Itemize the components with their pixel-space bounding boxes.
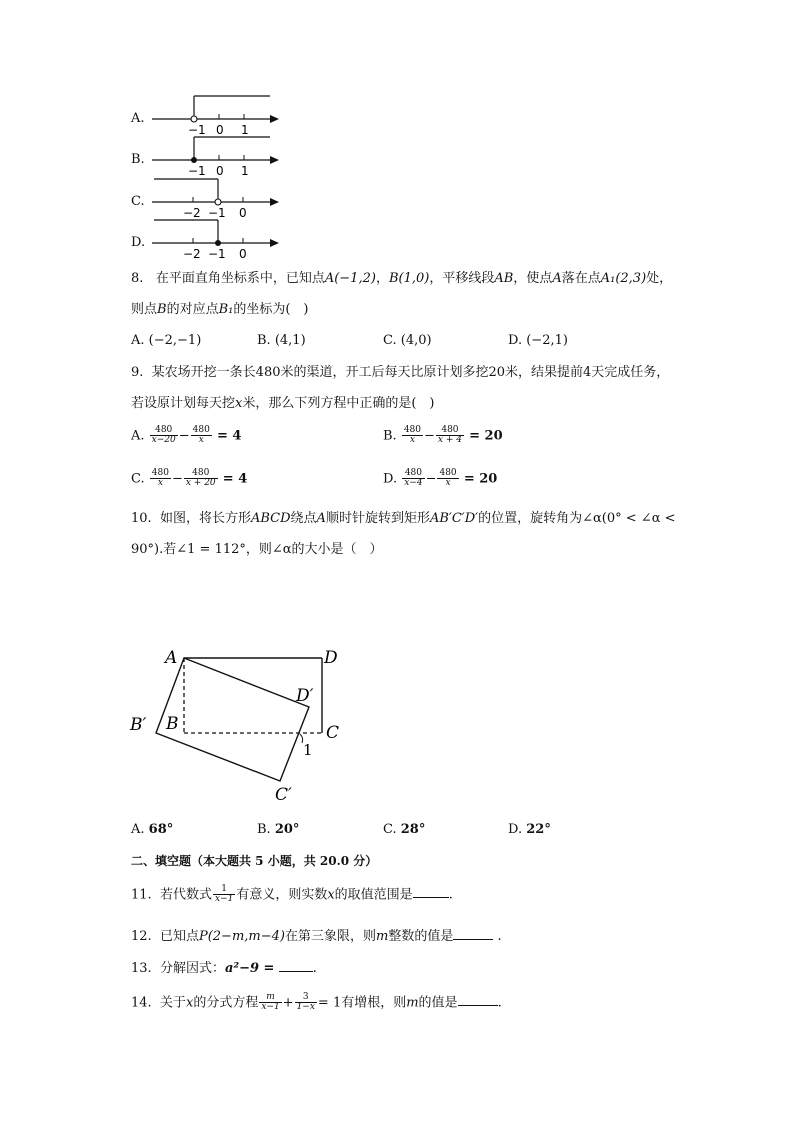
q10-option-c[interactable]: C. 28° — [383, 822, 426, 837]
section-2-title: 二、填空题（本大题共 5 小题，共 20.0 分） — [131, 854, 378, 868]
q10-line-2: 90°).若∠1 = 112°，则∠α的大小是（ ） — [131, 542, 383, 557]
question-11: 11. 若代数式 $\frac{1}{x-1}$ 有意义，则实数x的取值范围是 . — [131, 884, 453, 905]
tick-label: 0 — [216, 164, 224, 178]
label-d-prime: D′ — [296, 686, 314, 706]
answer-blank[interactable] — [279, 959, 313, 972]
question-12: 12. 已知点P(2−m,m−4)在第三象限，则m整数的值是 . — [131, 929, 502, 944]
tick-label: −1 — [188, 123, 206, 137]
q10-option-a[interactable]: A. 68° — [131, 822, 174, 837]
number-line-a — [150, 92, 285, 138]
option-label: D. — [131, 235, 146, 250]
q10-line-1: 10. 如图，将长方形ABCD绕点A顺时针旋转到矩形AB′C′D′的位置，旋转角为∠α(0° < ∠α < — [131, 511, 676, 526]
number-line-d — [150, 216, 285, 262]
tick-label: 0 — [239, 247, 247, 261]
answer-blank[interactable] — [458, 993, 498, 1006]
q10-option-b[interactable]: B. 20° — [257, 822, 300, 837]
tick-label: −2 — [183, 247, 201, 261]
option-label: C. — [131, 194, 145, 209]
q9-option-b[interactable]: B. $\frac{480}{x}$ − $\frac{480}{x + 4}$ = 20 — [383, 425, 503, 446]
q9-option-d[interactable]: D. $\frac{480}{x-4}$ − $\frac{480}{x}$ = 20 — [383, 468, 498, 489]
number-line-c — [150, 175, 285, 221]
label-angle-1: 1 — [303, 741, 313, 759]
label-c-prime: C′ — [275, 785, 292, 805]
q9-line-2: 若设原计划每天挖x米，那么下列方程中正确的是( ) — [131, 396, 435, 411]
tick-label: 1 — [241, 123, 249, 137]
label-d: D — [324, 648, 338, 668]
q8-option-d[interactable]: D. (−2,1) — [508, 333, 568, 348]
tick-label: 0 — [216, 123, 224, 137]
q9-line-1: 9. 某农场开挖一条长480米的渠道，开工后每天比原计划多挖20米，结果提前4天完成任务， — [131, 365, 670, 380]
tick-label: 0 — [239, 206, 247, 220]
label-a: A — [165, 648, 178, 668]
rotation-figure — [125, 640, 355, 810]
label-c: C — [326, 723, 340, 743]
answer-blank[interactable] — [413, 885, 449, 898]
q8-option-a[interactable]: A. (−2,−1) — [131, 333, 202, 348]
q9-option-c[interactable]: C. $\frac{480}{x}$ − $\frac{480}{x + 20}$ = 4 — [131, 468, 248, 489]
question-14: 14. 关于x的分式方程 $\frac{m}{x-1}$ + $\frac{3}{1-x}$ = 1有增根，则m的值是 . — [131, 992, 502, 1013]
label-b-prime: B′ — [130, 715, 147, 735]
tick-label: −1 — [188, 164, 206, 178]
q8-option-c[interactable]: C. (4,0) — [383, 333, 432, 348]
tick-label: −2 — [183, 206, 201, 220]
label-b: B — [166, 714, 179, 734]
q8-line-1: 8. 在平面直角坐标系中，已知点A(−1,2)，B(1,0)，平移线段AB，使点A落在点A₁(2,3)处， — [131, 271, 673, 286]
option-label: B. — [131, 152, 145, 167]
answer-blank[interactable] — [453, 927, 493, 940]
tick-label: −1 — [208, 206, 226, 220]
question-13: 13. 分解因式：a²−9 = . — [131, 961, 317, 976]
tick-label: −1 — [208, 247, 226, 261]
q10-option-d[interactable]: D. 22° — [508, 822, 551, 837]
q8-option-b[interactable]: B. (4,1) — [257, 333, 306, 348]
q8-line-2: 则点B的对应点B₁的坐标为( ) — [131, 302, 309, 317]
number-line-b — [150, 133, 285, 179]
q9-option-a[interactable]: A. $\frac{480}{x-20}$ − $\frac{480}{x}$ = 4 — [131, 425, 242, 446]
rotated-rectangle — [156, 658, 309, 781]
tick-label: 1 — [241, 164, 249, 178]
option-label: A. — [131, 111, 145, 126]
